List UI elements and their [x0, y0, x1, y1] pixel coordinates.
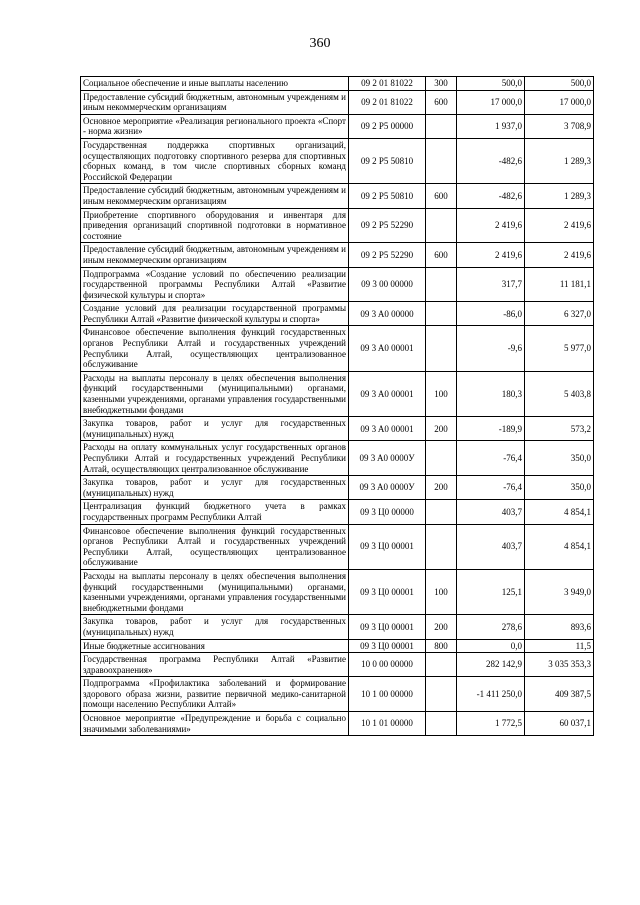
row-name: Закупка товаров, работ и услуг для государственных (муниципальных) нужд [81, 417, 349, 441]
row-name: Государственная программа Республики Алтай «Развитие здравоохранения» [81, 653, 349, 677]
expense-type-code: 100 [426, 569, 457, 614]
amount-total: 4 854,1 [525, 524, 594, 569]
amount-total: 573,2 [525, 417, 594, 441]
table-row [81, 639, 594, 653]
expense-type-code: 200 [426, 476, 457, 500]
expense-type-code [426, 653, 457, 677]
amount-total: 11,5 [525, 639, 594, 653]
target-article-code: 10 0 00 00000 [349, 653, 426, 677]
expense-type-code: 300 [426, 77, 457, 91]
table-row [81, 417, 594, 441]
row-name: Предоставление субсидий бюджетным, автономным учреждениям и иным некоммерческим организациям [81, 184, 349, 208]
row-name: Основное мероприятие «Реализация регионального проекта «Спорт - норма жизни» [81, 114, 349, 138]
amount-total: 3 949,0 [525, 569, 594, 614]
expense-type-code: 600 [426, 90, 457, 114]
table-row [81, 90, 594, 114]
row-name: Централизация функций бюджетного учета в рамках государственных программ Республики Алтай [81, 500, 349, 524]
row-name: Расходы на выплаты персоналу в целях обеспечения выполнения функций государственными (муниципальными) органами, казенными учреждениями, органами управления государственными внебюджетными фондами [81, 569, 349, 614]
expense-type-code [426, 326, 457, 371]
table-row [81, 77, 594, 91]
expense-type-code: 600 [426, 184, 457, 208]
target-article-code: 09 2 01 81022 [349, 77, 426, 91]
target-article-code: 09 2 P5 52290 [349, 243, 426, 267]
amount-change: 282 142,9 [457, 653, 525, 677]
target-article-code: 09 3 A0 00000 [349, 302, 426, 326]
table-row [81, 302, 594, 326]
amount-total: 1 289,3 [525, 138, 594, 183]
target-article-code: 09 3 Ц0 00001 [349, 524, 426, 569]
row-name: Создание условий для реализации государственной программы Республики Алтай «Развитие физической культуры и спорта» [81, 302, 349, 326]
table-row [81, 114, 594, 138]
target-article-code: 09 2 01 81022 [349, 90, 426, 114]
amount-change: 317,7 [457, 267, 525, 302]
amount-total: 350,0 [525, 441, 594, 476]
row-name: Закупка товаров, работ и услуг для государственных (муниципальных) нужд [81, 615, 349, 639]
amount-change: 0,0 [457, 639, 525, 653]
row-name: Расходы на выплаты персоналу в целях обеспечения выполнения функций государственными (муниципальными) органами, казенными учреждениями, органами управления государственными внебюджетными фондами [81, 371, 349, 416]
amount-total: 17 000,0 [525, 90, 594, 114]
amount-total: 60 037,1 [525, 712, 594, 736]
row-name: Закупка товаров, работ и услуг для государственных (муниципальных) нужд [81, 476, 349, 500]
expense-type-code [426, 302, 457, 326]
table-row [81, 677, 594, 712]
amount-total: 11 181,1 [525, 267, 594, 302]
expense-type-code [426, 138, 457, 183]
row-name: Финансовое обеспечение выполнения функций государственных органов Республики Алтай и государственных учреждений Республики Алтай, осуществляющих централизованное обслуживание [81, 326, 349, 371]
amount-total: 5 977,0 [525, 326, 594, 371]
amount-total: 350,0 [525, 476, 594, 500]
target-article-code: 09 3 Ц0 00001 [349, 639, 426, 653]
target-article-code: 09 2 P5 50810 [349, 184, 426, 208]
table-row [81, 712, 594, 736]
expense-type-code: 600 [426, 243, 457, 267]
target-article-code: 09 3 A0 0000У [349, 476, 426, 500]
table-row [81, 615, 594, 639]
amount-change: 125,1 [457, 569, 525, 614]
amount-change: 278,6 [457, 615, 525, 639]
expense-type-code [426, 500, 457, 524]
table-row [81, 371, 594, 416]
table-row [81, 208, 594, 243]
amount-change: 2 419,6 [457, 208, 525, 243]
budget-table [80, 76, 594, 736]
amount-total: 2 419,6 [525, 208, 594, 243]
amount-total: 893,6 [525, 615, 594, 639]
target-article-code: 09 3 A0 00001 [349, 326, 426, 371]
target-article-code: 10 1 01 00000 [349, 712, 426, 736]
row-name: Иные бюджетные ассигнования [81, 639, 349, 653]
table-row [81, 653, 594, 677]
amount-change: -189,9 [457, 417, 525, 441]
table-row [81, 184, 594, 208]
amount-total: 1 289,3 [525, 184, 594, 208]
table-row [81, 476, 594, 500]
amount-change: -1 411 250,0 [457, 677, 525, 712]
amount-change: 500,0 [457, 77, 525, 91]
row-name: Основное мероприятие «Предупреждение и борьба с социально значимыми заболеваниями» [81, 712, 349, 736]
expense-type-code [426, 524, 457, 569]
amount-total: 4 854,1 [525, 500, 594, 524]
amount-change: 403,7 [457, 500, 525, 524]
amount-change: 1 937,0 [457, 114, 525, 138]
target-article-code: 09 3 A0 00001 [349, 371, 426, 416]
amount-total: 2 419,6 [525, 243, 594, 267]
row-name: Предоставление субсидий бюджетным, автономным учреждениям и иным некоммерческим организациям [81, 90, 349, 114]
amount-change: 180,3 [457, 371, 525, 416]
expense-type-code: 200 [426, 417, 457, 441]
expense-type-code [426, 441, 457, 476]
target-article-code: 09 3 Ц0 00001 [349, 569, 426, 614]
amount-total: 6 327,0 [525, 302, 594, 326]
row-name: Приобретение спортивного оборудования и инвентаря для приведения организаций спортивной подготовки в нормативное состояние [81, 208, 349, 243]
table-row [81, 500, 594, 524]
amount-change: 403,7 [457, 524, 525, 569]
expense-type-code [426, 208, 457, 243]
row-name: Подпрограмма «Создание условий по обеспечению реализации государственной программы Республики Алтай «Развитие физической культуры и спорта» [81, 267, 349, 302]
table-row [81, 138, 594, 183]
amount-change: -86,0 [457, 302, 525, 326]
expense-type-code [426, 712, 457, 736]
amount-change: -482,6 [457, 138, 525, 183]
row-name: Социальное обеспечение и иные выплаты населению [81, 77, 349, 91]
target-article-code: 09 3 Ц0 00000 [349, 500, 426, 524]
amount-total: 500,0 [525, 77, 594, 91]
amount-total: 3 708,9 [525, 114, 594, 138]
row-name: Расходы на оплату коммунальных услуг государственных органов Республики Алтай и государственных учреждений Республики Алтай, осуществляющих централизованное обслуживание [81, 441, 349, 476]
amount-change: -9,6 [457, 326, 525, 371]
expense-type-code [426, 677, 457, 712]
amount-change: -76,4 [457, 476, 525, 500]
expense-type-code: 200 [426, 615, 457, 639]
target-article-code: 09 3 A0 0000У [349, 441, 426, 476]
amount-change: 17 000,0 [457, 90, 525, 114]
amount-change: -482,6 [457, 184, 525, 208]
table-row [81, 441, 594, 476]
expense-type-code [426, 114, 457, 138]
target-article-code: 09 2 P5 50810 [349, 138, 426, 183]
amount-change: 2 419,6 [457, 243, 525, 267]
table-row [81, 326, 594, 371]
target-article-code: 09 3 Ц0 00001 [349, 615, 426, 639]
row-name: Государственная поддержка спортивных организаций, осуществляющих подготовку спортивного резерва для спортивных сборных команд, в том числе спортивных сборных команд Российской Федерации [81, 138, 349, 183]
amount-total: 5 403,8 [525, 371, 594, 416]
table-row [81, 243, 594, 267]
row-name: Финансовое обеспечение выполнения функций государственных органов Республики Алтай и государственных учреждений Республики Алтай, осуществляющих централизованное обслуживание [81, 524, 349, 569]
target-article-code: 09 3 00 00000 [349, 267, 426, 302]
page-number: 360 [309, 36, 331, 51]
expense-type-code [426, 267, 457, 302]
amount-total: 3 035 353,3 [525, 653, 594, 677]
target-article-code: 09 2 P5 52290 [349, 208, 426, 243]
amount-total: 409 387,5 [525, 677, 594, 712]
table-row [81, 569, 594, 614]
row-name: Подпрограмма «Профилактика заболеваний и формирование здорового образа жизни, развитие первичной медико-санитарной помощи населению Республики Алтай» [81, 677, 349, 712]
amount-change: -76,4 [457, 441, 525, 476]
expense-type-code: 100 [426, 371, 457, 416]
row-name: Предоставление субсидий бюджетным, автономным учреждениям и иным некоммерческим организациям [81, 243, 349, 267]
table-row [81, 524, 594, 569]
target-article-code: 09 3 A0 00001 [349, 417, 426, 441]
table-row [81, 267, 594, 302]
target-article-code: 09 2 P5 00000 [349, 114, 426, 138]
budget-table-body [81, 77, 594, 736]
expense-type-code: 800 [426, 639, 457, 653]
target-article-code: 10 1 00 00000 [349, 677, 426, 712]
amount-change: 1 772,5 [457, 712, 525, 736]
